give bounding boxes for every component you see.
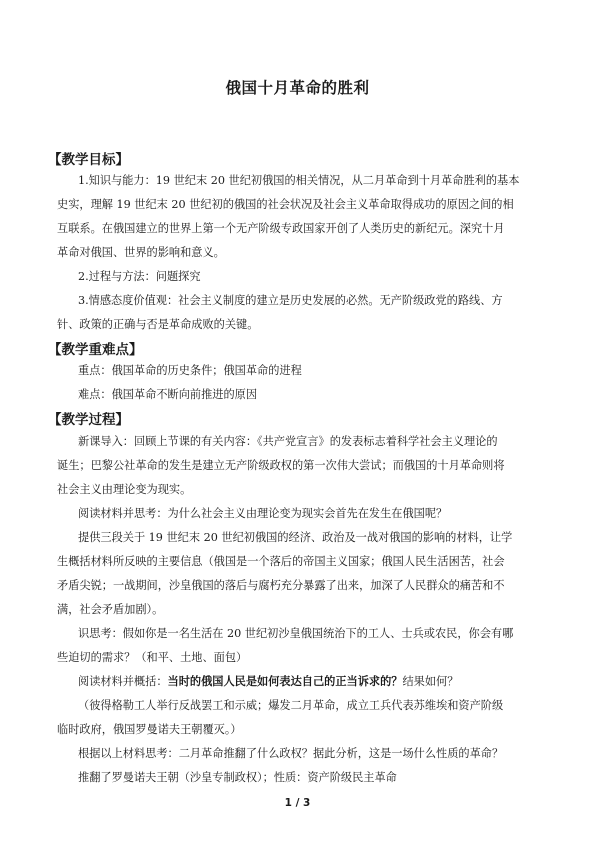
process-line-2: 诞生；巴黎公社革命的发生是建立无产阶级政权的第一次伟大尝试；而俄国的十月革命则将 — [57, 459, 505, 472]
process-line-6: 生概括材料所反映的主要信息（俄国是一个落后的帝国主义国家；俄国人民生活困苦，社会 — [57, 555, 505, 568]
process-line-5: 提供三段关于 19 世纪末 20 世纪初俄国的经济、政治及一战对俄国的影响的材料，让学 — [78, 531, 513, 544]
process-heading: 【教学过程】 — [48, 412, 129, 428]
key-points-heading: 【教学重难点】 — [48, 342, 143, 358]
key-points-line-1: 重点：俄国革命的历史条件；俄国革命的进程 — [78, 364, 302, 377]
process-line-1: 新课导入：回顾上节课的有关内容：《共产党宣言》的发表标志着科学社会主义理论的 — [78, 435, 498, 448]
objectives-line-4: 革命对俄国、世界的影响和意义。 — [57, 246, 225, 259]
process-line-11: （彼得格勒工人举行反战罢工和示威；爆发二月革命，成立工兵代表苏维埃和资产阶级 — [78, 699, 504, 712]
process-line-4: 阅读材料并思考：为什么社会主义由理论变为现实会首先在发生在俄国呢？ — [78, 507, 448, 520]
process-line-13: 根据以上材料思考：二月革命推翻了什么政权？据此分析，这是一场什么性质的革命？ — [78, 747, 504, 760]
read-tail: 结果如何？ — [402, 675, 459, 688]
page-title: 俄国十月革命的胜利 — [225, 79, 370, 97]
process-line-9: 识思考：假如你是一名生活在 20 世纪初沙皇俄国统治下的工人、士兵或农民，你会有哪 — [78, 627, 514, 640]
process-line-12: 临时政府，俄国罗曼诺夫王朝覆灭。） — [57, 723, 242, 736]
objectives-line-2: 史实，理解 19 世纪末 20 世纪初的俄国的社会状况及社会主义革命取得成功的原因之间的相 — [57, 198, 514, 211]
objectives-heading: 【教学目标】 — [48, 152, 129, 168]
objectives-line-6: 3.情感态度价值观：社会主义制度的建立是历史发展的必然。无产阶级政党的路线、方 — [78, 294, 503, 307]
objectives-line-7: 针、政策的正确与否是革命成败的关键。 — [57, 318, 259, 331]
read-question-bold: 当时的俄国人民是如何表达自己的正当诉求的？ — [167, 675, 403, 688]
read-label: 阅读材料并概括： — [78, 675, 168, 688]
process-line-10: 些迫切的需求？（和平、土地、面包） — [57, 651, 248, 664]
objectives-line-3: 互联系。在俄国建立的世界上第一个无产阶级专政国家开创了人类历史的新纪元。深究十月 — [57, 222, 505, 235]
process-line-3: 社会主义由理论变为现实。 — [57, 483, 192, 496]
objectives-line-5: 2.过程与方法：问题探究 — [78, 270, 201, 283]
process-line-14: 推翻了罗曼诺夫王朝（沙皇专制政权）；性质：资产阶级民主革命 — [78, 771, 397, 784]
key-points-line-2: 难点：俄国革命不断向前推进的原因 — [78, 388, 258, 401]
objectives-line-1: 1.知识与能力：19 世纪末 20 世纪初俄国的相关情况，从二月革命到十月革命胜利的基本 — [78, 174, 520, 187]
page-number: 1 / 3 — [284, 797, 311, 809]
process-line-8: 满，社会矛盾加剧）。 — [57, 603, 164, 616]
process-read-line — [78, 674, 458, 690]
process-line-7: 矛盾尖锐；一战期间，沙皇俄国的落后与腐朽充分暴露了出来，加深了人民群众的痛苦和不 — [57, 579, 505, 592]
